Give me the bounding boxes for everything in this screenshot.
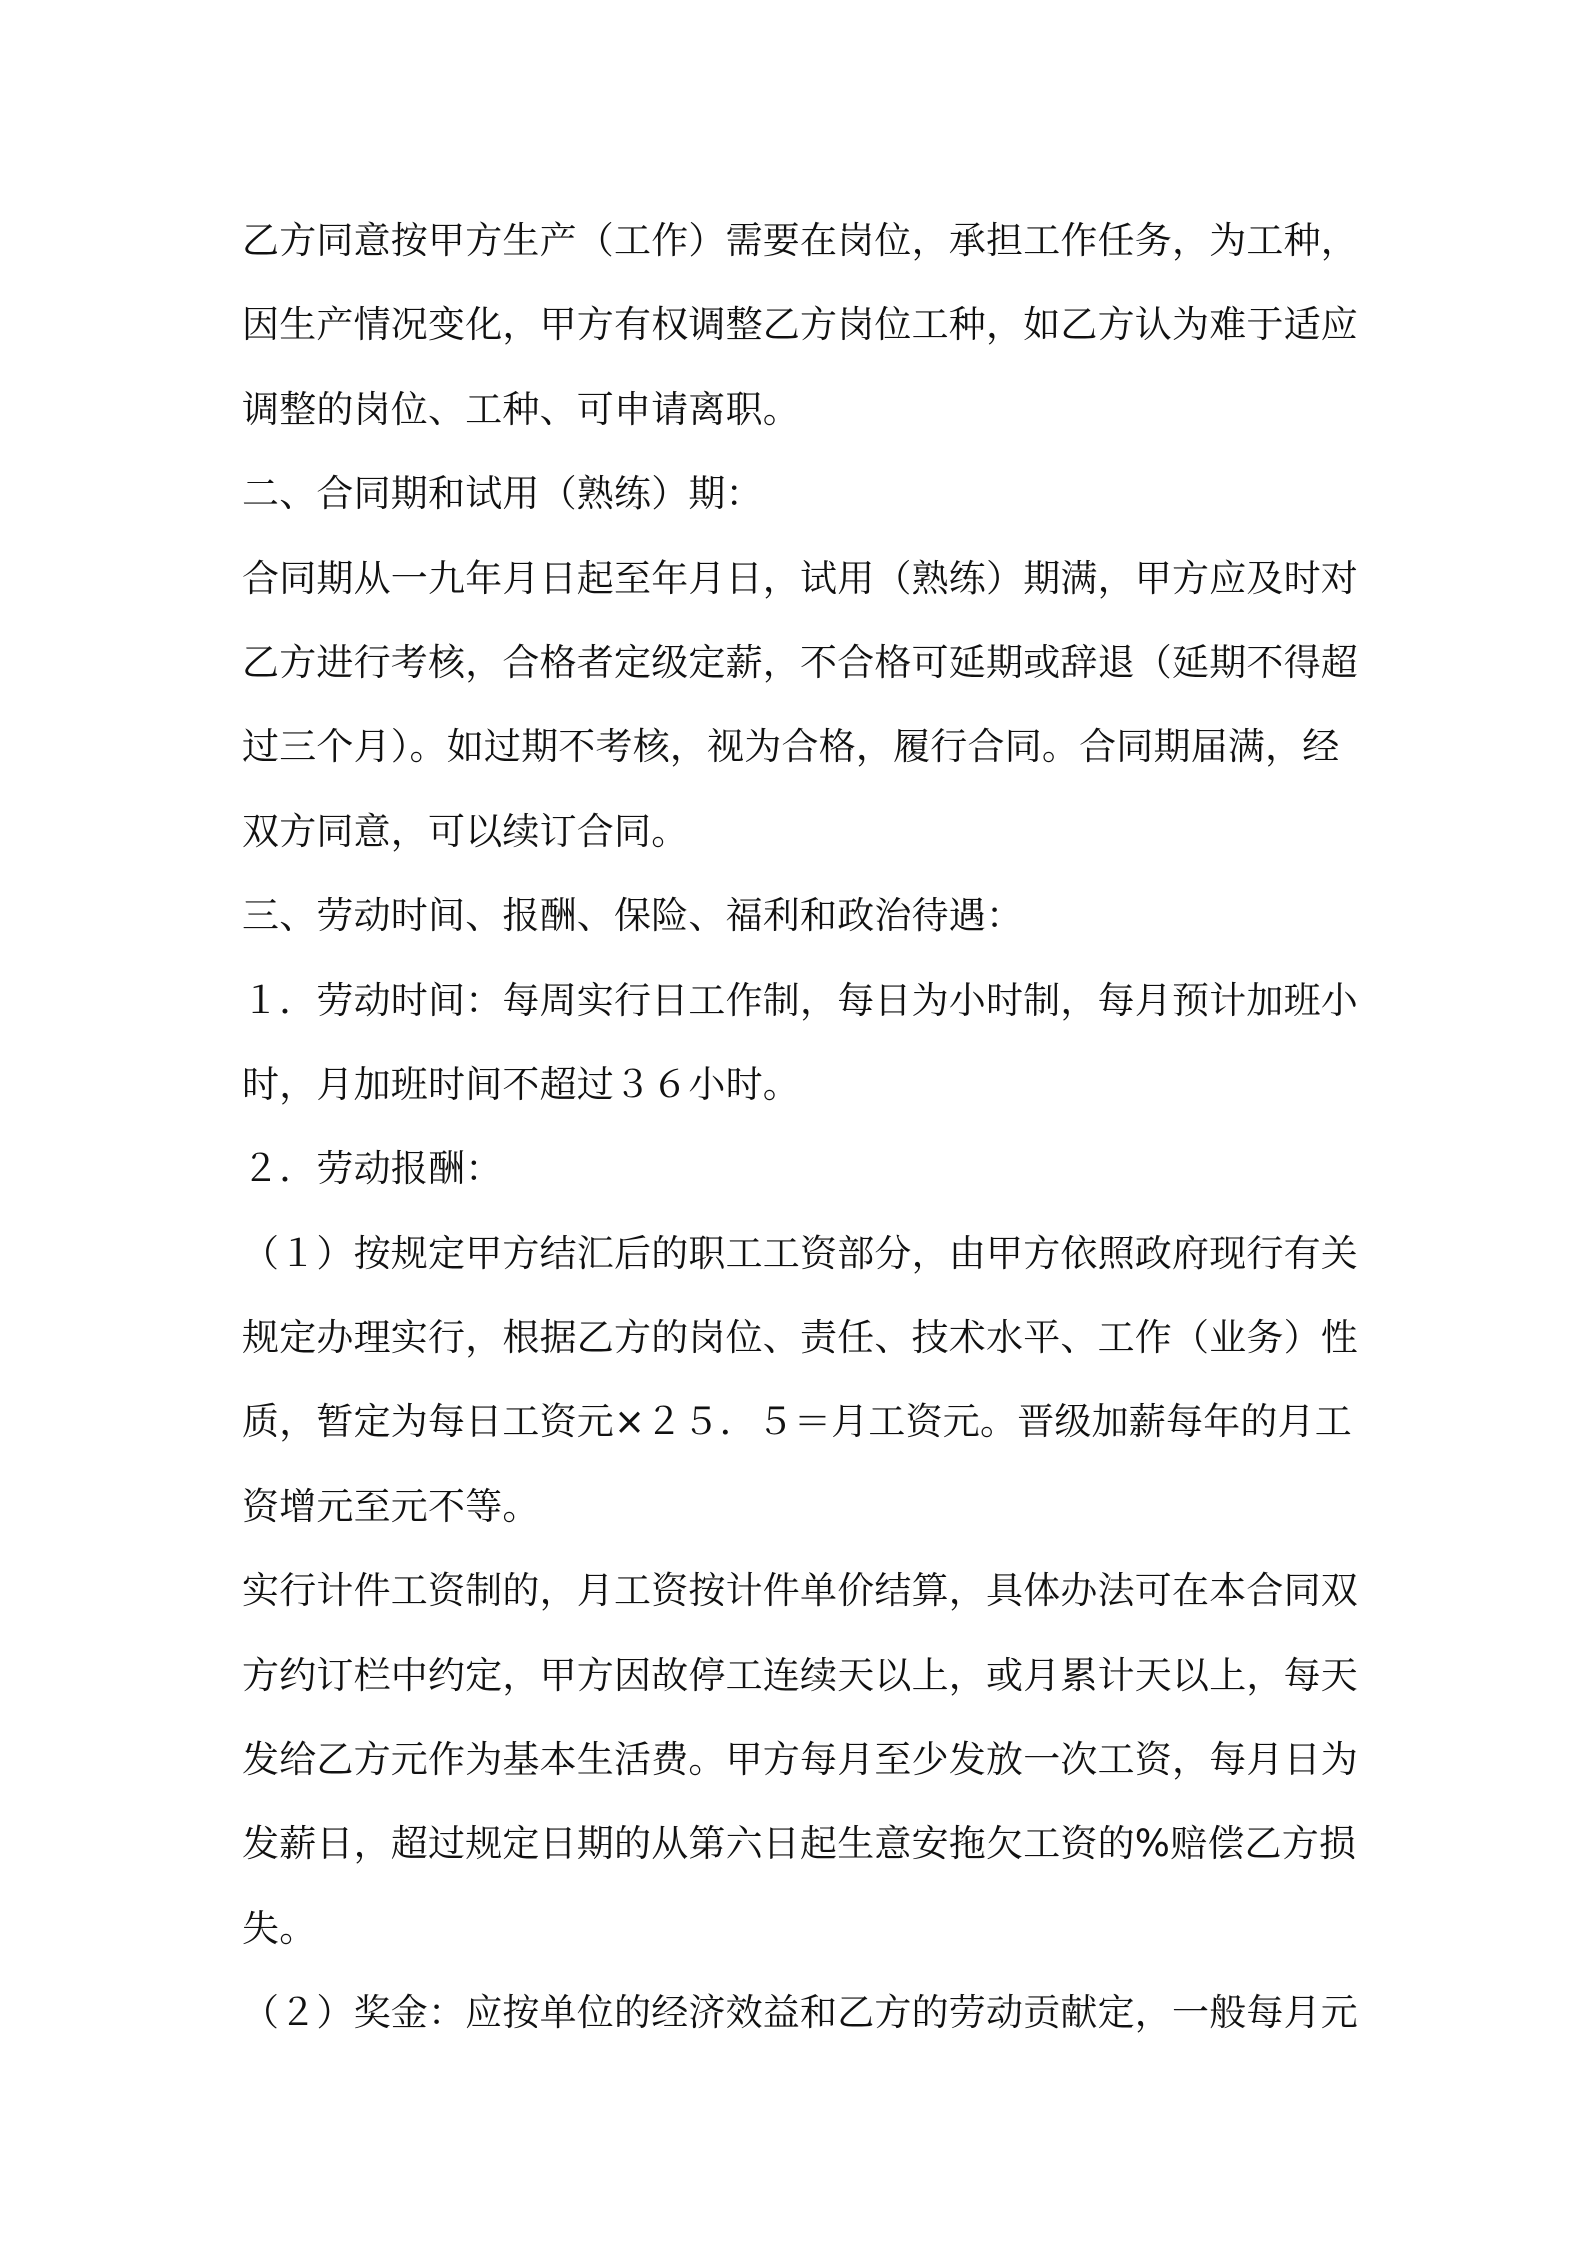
subsection-heading: ２．劳动报酬：: [242, 1147, 503, 1191]
text-line: 质，暂定为每日工资元×２５．５＝月工资元。晋级加薪每年的月工: [242, 1400, 1352, 1444]
text-line: 调整的岗位、工种、可申请离职。: [242, 387, 800, 431]
text-line: （１）按规定甲方结汇后的职工工资部分，由甲方依照政府现行有关: [242, 1231, 1358, 1275]
text-line: 合同期从一九年月日起至年月日，试用（熟练）期满，甲方应及时对: [242, 556, 1358, 600]
text-line: 乙方同意按甲方生产（工作）需要在岗位，承担工作任务，为工种，: [242, 219, 1358, 262]
text-line: 过三个月）。如过期不考核，视为合格，履行合同。合同期届满，经: [242, 725, 1340, 769]
text-line: （２）奖金：应按单位的经济效益和乙方的劳动贡献定，一般每月元: [242, 1991, 1358, 2035]
text-line: 失。: [242, 1906, 317, 1950]
text-line: 资增元至元不等。: [242, 1484, 540, 1528]
text-line: 规定办理实行，根据乙方的岗位、责任、技术水平、工作（业务）性: [242, 1316, 1358, 1360]
section-heading: 三、劳动时间、报酬、保险、福利和政治待遇：: [242, 894, 1024, 938]
text-line: 乙方进行考核，合格者定级定薪，不合格可延期或辞退（延期不得超: [242, 640, 1358, 684]
text-line: 方约订栏中约定，甲方因故停工连续天以上，或月累计天以上，每天: [242, 1653, 1358, 1697]
text-line: 发薪日，超过规定日期的从第六日起生意安拖欠工资的%赔偿乙方损: [242, 1822, 1357, 1866]
text-line: 实行计件工资制的，月工资按计件单价结算，具体办法可在本合同双: [242, 1569, 1358, 1613]
text-line: 发给乙方元作为基本生活费。甲方每月至少发放一次工资，每月日为: [242, 1738, 1358, 1782]
document-body: [242, 199, 1362, 2056]
text-line: １．劳动时间：每周实行日工作制，每日为小时制，每月预计加班小: [242, 978, 1358, 1022]
text-line: 时，月加班时间不超过３６小时。: [242, 1062, 800, 1106]
text-line: 因生产情况变化，甲方有权调整乙方岗位工种，如乙方认为难于适应: [242, 303, 1358, 347]
text-line: 双方同意，可以续订合同。: [242, 809, 689, 853]
section-heading: 二、合同期和试用（熟练）期：: [242, 472, 763, 516]
